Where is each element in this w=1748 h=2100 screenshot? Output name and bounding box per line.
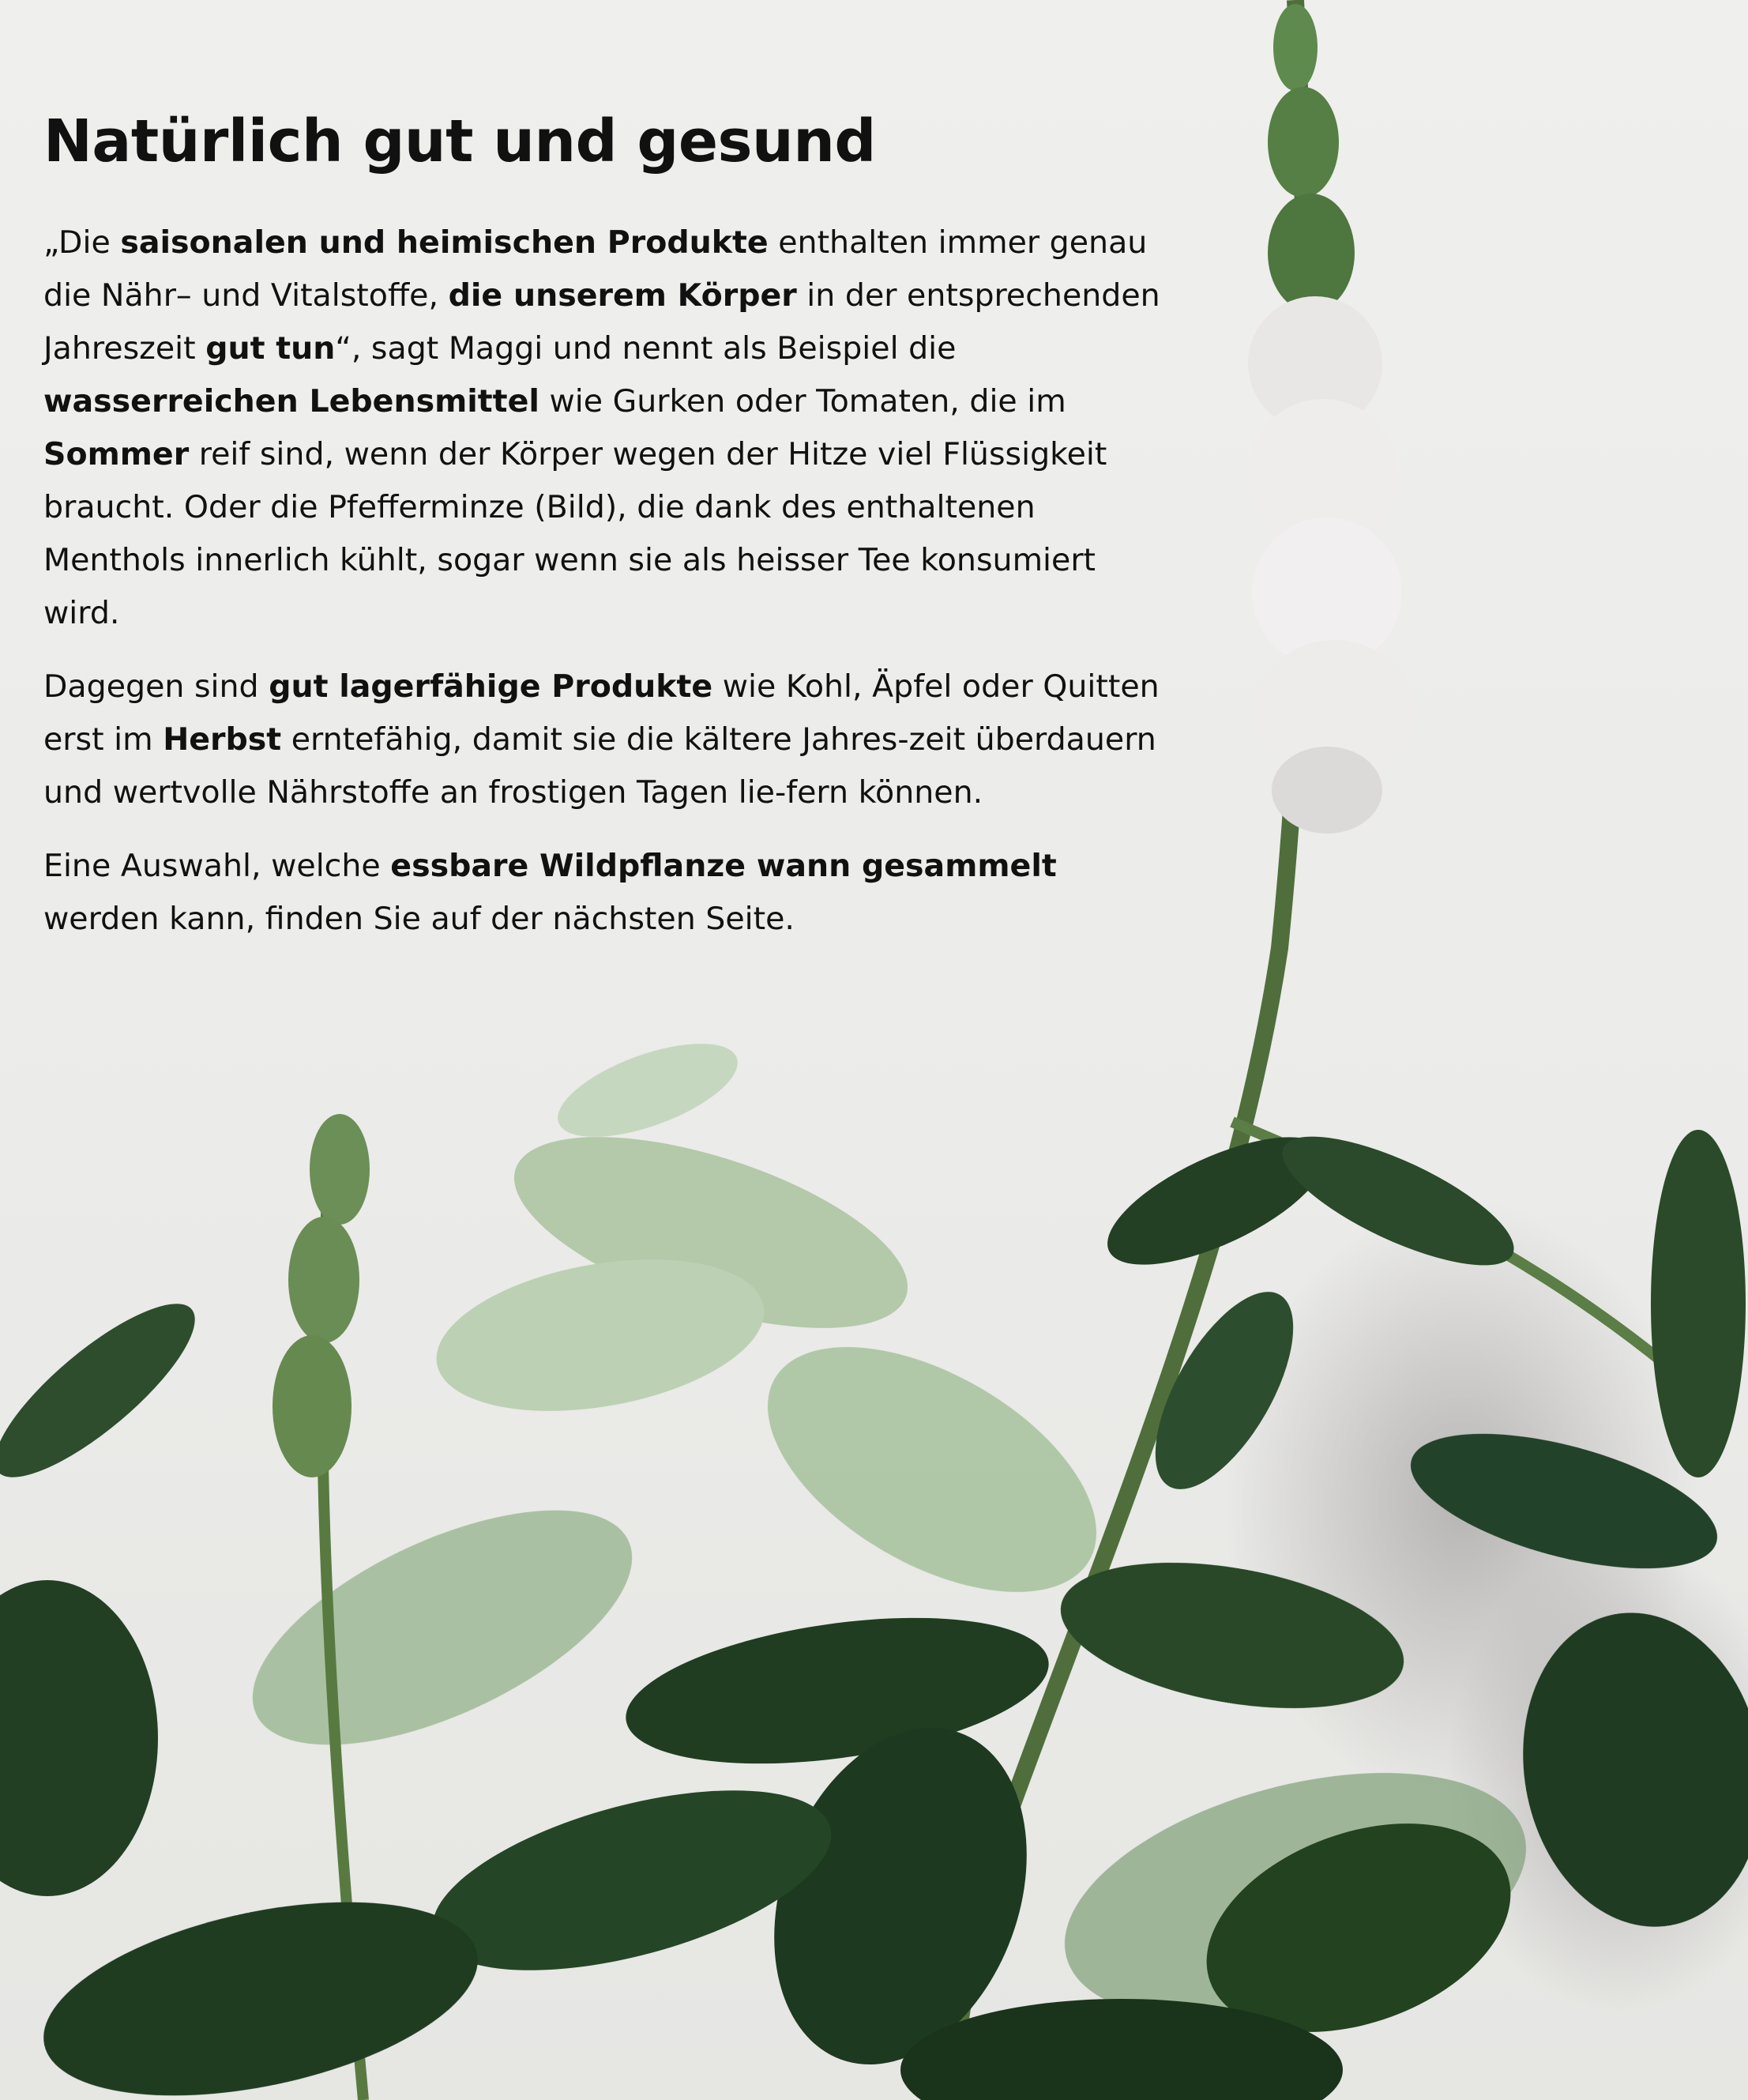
emphasized-text: essbare Wildpflanze wann gesammelt <box>390 847 1057 884</box>
paragraph-text: “, sagt Maggi und nennt als Beispiel die <box>335 329 957 367</box>
paragraph-text: wie Kohl, Äpfel oder Quitten erst im <box>43 668 1160 758</box>
body-paragraph <box>43 840 1165 946</box>
paragraph-text: erntefähig, damit sie die kältere Jahres-zeit überdauern und wertvolle Nährstoffe an frostigen Tagen lie-fern können. <box>43 721 1156 811</box>
paragraph-text: reif sind, wenn der Körper wegen der Hitze viel Flüssigkeit braucht. Oder die Pfefferminze (Bild), die dank des enthaltenen Menthols innerlich kühlt, sogar wenn sie als heisser Tee konsumiert wird. <box>43 435 1107 631</box>
mint-blossom-spike <box>1248 4 1414 834</box>
emphasized-text: gut tun <box>205 329 336 367</box>
article-text <box>43 107 1165 966</box>
body-paragraph <box>43 660 1165 819</box>
body-paragraph <box>43 216 1165 640</box>
article-body <box>43 216 1165 946</box>
emphasized-text: Sommer <box>43 435 190 472</box>
emphasized-text: Herbst <box>163 721 282 758</box>
page-title: Natürlich gut und gesund <box>43 107 876 175</box>
emphasized-text: gut lagerfähige Produkte <box>269 668 713 705</box>
paragraph-text: Dagegen sind <box>43 668 269 705</box>
paragraph-text: wie Gurken oder Tomaten, die im <box>539 382 1066 420</box>
paragraph-text: werden kann, finden Sie auf der nächsten Seite. <box>43 900 795 937</box>
emphasized-text: wasserreichen Lebensmittel <box>43 382 539 420</box>
paragraph-text: enthalten immer genau die Nähr– und Vitalstoffe, <box>43 224 1148 314</box>
emphasized-text: die unserem Körper <box>448 277 797 314</box>
paragraph-text: „Die <box>43 224 121 261</box>
paragraph-text: Eine Auswahl, welche <box>43 847 391 884</box>
emphasized-text: saisonalen und heimischen Produkte <box>120 224 769 261</box>
paragraph-text: in der entsprechenden Jahreszeit <box>43 277 1160 367</box>
